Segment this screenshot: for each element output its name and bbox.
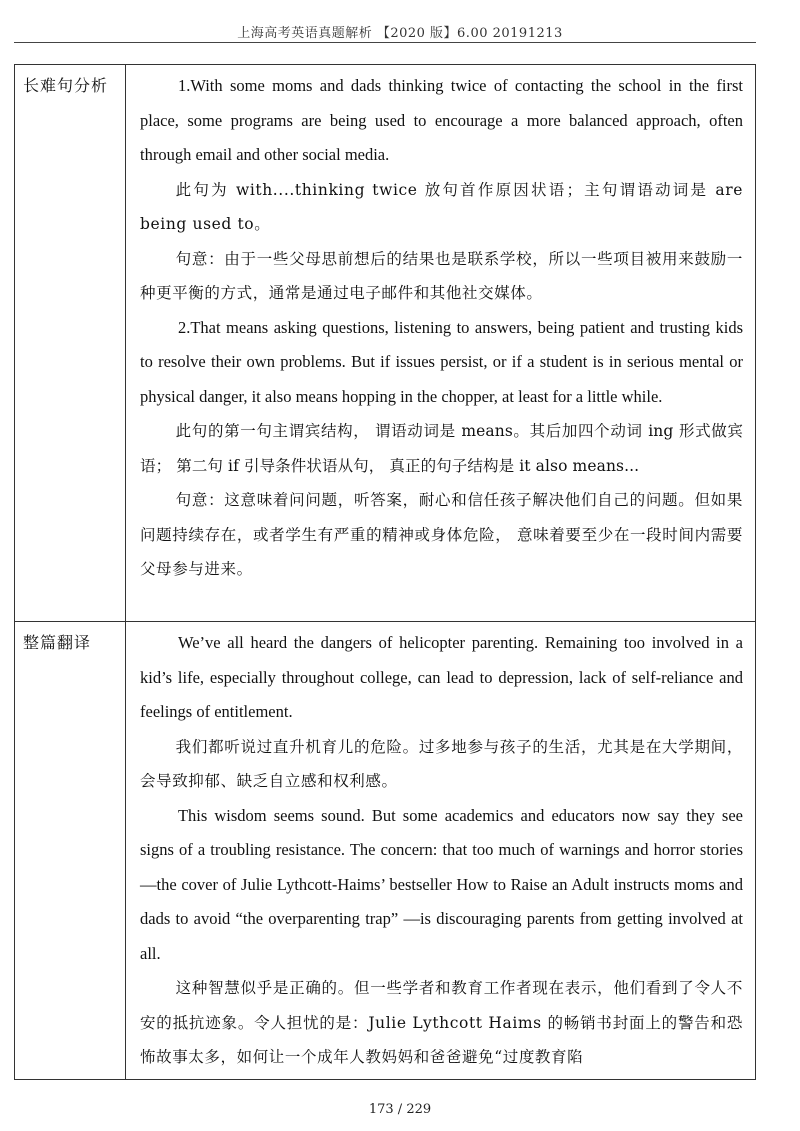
paragraph-zh-meaning-2: 句意：这意味着问问题，听答案，耐心和信任孩子解决他们自己的问题。但如果问题持续存在，或者学生有严重的精神或身体危险， 意味着要至少在一段时间内需要父母参与进来。 xyxy=(140,491,743,578)
paragraph-en-1: 1.With some moms and dads thinking twice of contacting the school in the first place, some programs are being used to encourage a more balanced approach, often through email and other social media. xyxy=(140,76,743,164)
row-label-sentence-analysis: 长难句分析 xyxy=(15,65,126,622)
paragraph-en-4: This wisdom seems sound. But some academics and educators now say they see signs of a troubling resistance. The concern: that too much of warnings and horror stories—the cover of Julie Lythcott-Haims’ bestseller How to Raise an Adult instructs moms and dads to avoid “the overparenting trap” —is discouraging parents from getting involved at all. xyxy=(140,805,743,963)
paragraph-zh-structure-2: 此句的第一句主谓宾结构， 谓语动词是 means。其后加四个动词 ing 形式做宾语； 第二句 if 引导条件状语从句， 真正的句子结构是 it also means... xyxy=(140,422,743,475)
paragraph-zh-translation-1: 我们都听说过直升机育儿的危险。过多地参与孩子的生活，尤其是在大学期间，会导致抑郁、缺乏自立感和权利感。 xyxy=(140,737,743,790)
page-number xyxy=(0,1102,800,1117)
analysis-table xyxy=(14,64,756,1080)
page-separator: / xyxy=(397,1102,403,1117)
header-rule xyxy=(14,42,756,43)
paragraph-zh-structure-1: 此句为 with....thinking twice 放句首作原因状语；主句谓语动词是 are being used to。 xyxy=(140,180,743,233)
running-header: 上海高考英语真题解析 【2020 版】6.00 20191213 xyxy=(237,26,563,41)
paragraph-en-2: 2.That means asking questions, listening to answers, being patient and trusting kids to resolve their own problems. But if issues persist, or if a student is in serious mental or physical danger, it also means hopping in the chopper, at least for a little while. xyxy=(140,317,743,406)
paragraph-zh-meaning-1: 句意：由于一些父母思前想后的结果也是联系学校，所以一些项目被用来鼓励一种更平衡的方式，通常是通过电子邮件和其他社交媒体。 xyxy=(140,249,743,302)
paragraph-zh-translation-2: 这种智慧似乎是正确的。但一些学者和教育工作者现在表示，他们看到了令人不安的抵抗迹象。令人担忧的是：Julie Lythcott Haims 的畅销书封面上的警告和恐怖故事太多，如何让一个成年人教妈妈和爸爸避免“过度教育陷 xyxy=(140,979,743,1066)
paragraph-en-3: We’ve all heard the dangers of helicopter parenting. Remaining too involved in a kid’s life, especially throughout college, can lead to depression, lack of self-reliance and feelings of entitlement. xyxy=(140,633,743,721)
row-label-full-translation: 整篇翻译 xyxy=(15,622,126,1080)
row-body-sentence-analysis xyxy=(126,65,756,622)
table-row xyxy=(15,622,756,1080)
page-total: 229 xyxy=(406,1102,432,1117)
row-body-full-translation xyxy=(126,622,756,1080)
table-row xyxy=(15,65,756,622)
page-current: 173 xyxy=(368,1102,394,1117)
